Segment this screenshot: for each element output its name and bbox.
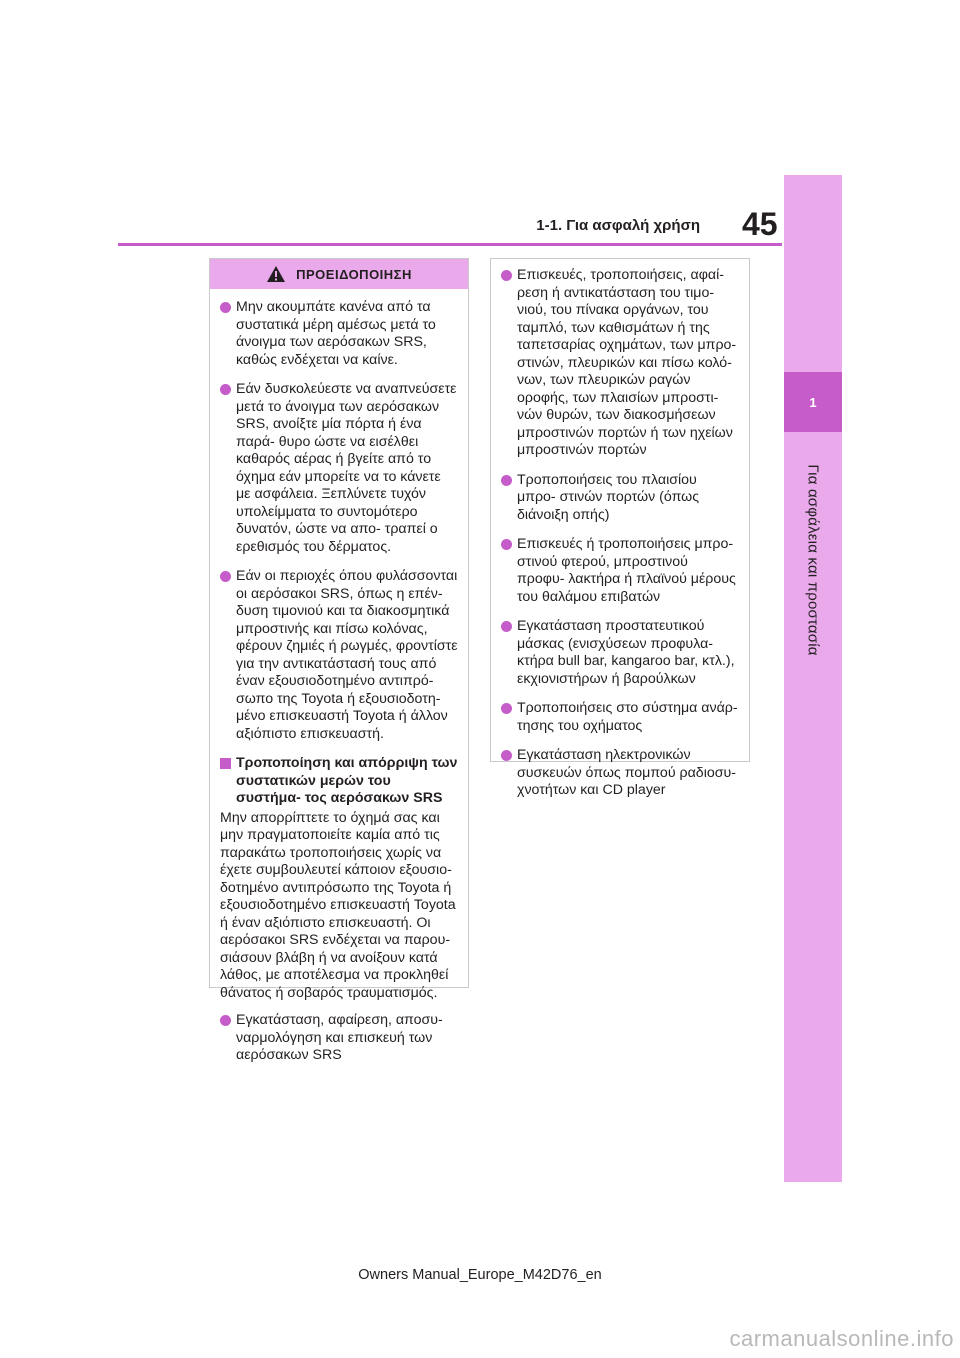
bullet-dot-icon xyxy=(501,475,512,486)
list-item: Τροποποιήσεις του πλαισίου μπρο- στινών πορτών (όπως διάνοιξη οπής) xyxy=(501,472,739,525)
bullet-dot-icon xyxy=(220,302,231,313)
bullet-dot-icon xyxy=(220,1015,231,1026)
list-item: Εγκατάσταση προστατευτικού μάσκας (ενισχύσεων προφυλα- κτήρα bull bar, kangaroo bar, κτλ.), εκχιονιστήρων ή βαρούλκων xyxy=(501,618,739,688)
warning-triangle-icon xyxy=(266,265,286,283)
bullet-dot-icon xyxy=(501,621,512,632)
list-item: Εγκατάσταση, αφαίρεση, αποσυ- ναρμολόγηση και επισκευή των αερόσακων SRS xyxy=(220,1012,458,1065)
chapter-number: 1 xyxy=(809,394,817,410)
section-paragraph: Μην απορρίπτετε το όχημά σας και μην πραγματοποιείτε καμία από τις παρακάτω τροποποιήσεις χωρίς να έχετε συμβουλευτεί κάποιον εξουσιο- δοτημένο αντιπρόσωπο της Toyota ή εξουσιοδοτημένο επισκευαστή Toyota ή έναν αξιόπιστο επισκευαστή. Οι αερόσακοι SRS ενδέχεται να παρου- σιάσουν βλάβη ή να ανοίξουν κατά λάθος, με αποτέλεσμα να προκληθεί θάνατος ή σοβαρός τραυματισμός. xyxy=(220,809,456,1001)
footer-text: Owners Manual_Europe_M42D76_en xyxy=(358,1267,602,1283)
list-item: Εάν οι περιοχές όπου φυλάσσονται οι αερόσακοι SRS, όπως η επέν- δυση τιμονιού και τα διακοσμητικά μπροστινής και πίσω κολόνας, φέρουν ζημιές ή ρωγμές, φροντίστε για την αντικατάστασή τους από έναν εξουσιοδοτημένο αντιπρό- σωπο της Toyota ή εξουσιοδοτη- μένο επισκευαστή Toyota ή άλλον αξιόπιστο επισκευαστή. xyxy=(220,568,458,743)
chapter-side-tab xyxy=(784,175,842,1182)
section-title: 1-1. Για ασφαλή χρήση xyxy=(536,217,700,234)
warning-box-right xyxy=(490,258,750,798)
bullet-dot-icon xyxy=(220,571,231,582)
list-item: Εγκατάσταση ηλεκτρονικών συσκευών όπως πομπού ραδιοσυ- χνοτήτων και CD player xyxy=(501,747,739,800)
warning-title: ΠΡΟΕΙΔΟΠΟΙΗΣΗ xyxy=(296,266,412,282)
watermark: carmanualsonline.info xyxy=(729,1326,954,1351)
warning-box-left xyxy=(209,258,469,1063)
warning-header xyxy=(210,259,468,289)
square-bullet-icon xyxy=(220,758,231,769)
page-number: 45 xyxy=(742,206,778,242)
section-heading: Τροποποίηση και απόρριψη των συστατικών μερών του συστήμα- τος αερόσακων SRS xyxy=(220,755,458,808)
bullet-dot-icon xyxy=(501,703,512,714)
list-item: Επισκευές ή τροποποιήσεις μπρο- στινού φτερού, μπροστινού προφυ- λακτήρα ή πλαϊνού μέρους του θαλάμου επιβατών xyxy=(501,536,739,606)
list-item: Επισκευές, τροποποιήσεις, αφαί- ρεση ή αντικατάσταση του τιμο- νιού, του πίνακα οργάνων, του ταμπλό, των καθισμάτων ή της ταπετσαρίας οχημάτων, των μπρο- στινών, πλευρικών και πίσω κολό- νων, των πλευρικών ραγών οροφής, των πλαισίων μπροστι- νών θυρών, των διακοσμήσεων μπροστινών πορτών ή των ηχείων μπροστινών πορτών xyxy=(501,267,739,460)
bullet-dot-icon xyxy=(501,750,512,761)
chapter-number-tab[interactable] xyxy=(784,372,842,432)
bullet-dot-icon xyxy=(220,384,231,395)
list-item: Μην ακουμπάτε κανένα από τα συστατικά μέρη αμέσως μετά το άνοιγμα των αερόσακων SRS, καθώς ενδέχεται να καίνε. xyxy=(220,299,458,369)
list-item: Εάν δυσκολεύεστε να αναπνεύσετε μετά το άνοιγμα των αερόσακων SRS, ανοίξτε μία πόρτα ή ένα παρά- θυρο ώστε να εισέλθει καθαρός αέρας ή βγείτε από το όχημα εάν μπορείτε να το κάνετε με ασφάλεια. Ξεπλύνετε τυχόν υπολείμματα το συντομότερο δυνατόν, ώστε να απο- τραπεί ο ερεθισμός του δέρματος. xyxy=(220,381,458,556)
bullet-dot-icon xyxy=(501,539,512,550)
header-rule xyxy=(118,243,782,246)
chapter-title: Για ασφάλεια και προστασία xyxy=(804,464,822,656)
bullet-dot-icon xyxy=(501,270,512,281)
list-item: Τροποποιήσεις στο σύστημα ανάρ- τησης του οχήματος xyxy=(501,700,739,735)
